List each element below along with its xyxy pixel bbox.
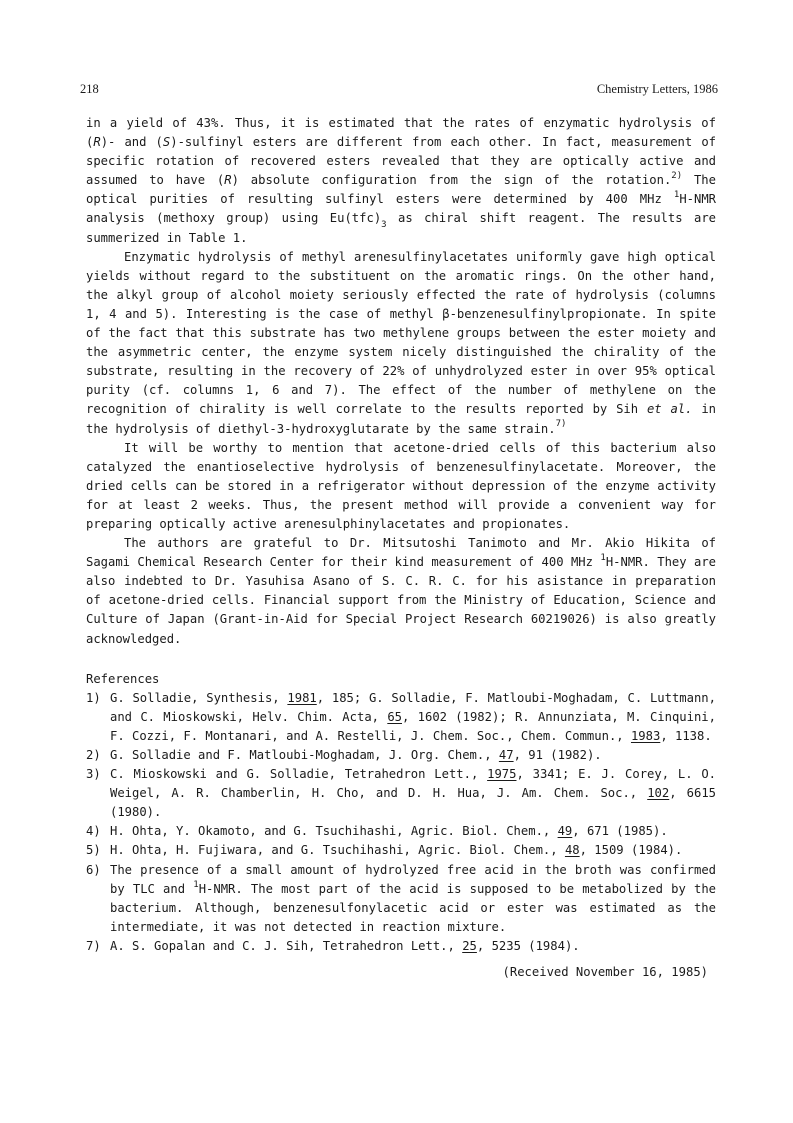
text-run: in a yield of 43%. Thus, it is estimated that the rates of enzymatic hydrolysis of (: [86, 116, 716, 150]
et-al: et al.: [646, 402, 693, 417]
reference-item: [86, 822, 716, 841]
config-r: R: [93, 135, 101, 150]
reference-number: 5): [86, 843, 101, 858]
reference-number: 3): [86, 767, 101, 782]
reference-text: C. Mioskowski and G. Solladie, Tetrahedron Lett., 1975, 3341; E. J. Corey, L. O. Weigel, A. R. Chamberlin, H. Cho, and D. H. Hua, J. Am. Chem. Soc., 102, 6615 (1980).: [110, 767, 717, 820]
reference-number: 7): [86, 938, 101, 953]
reference-item: [86, 841, 716, 860]
page-number: 218: [80, 82, 99, 96]
text-run: H-NMR. They are also indebted to Dr. Yasuhisa Asano of S. C. R. C. for his asistance in preparation of acetone-dried cells. Financial support from the Ministry of Education, Science and Culture of Japan (Grant-in-Aid for Special Project Research 60219026) is also greatly acknowledged.: [86, 555, 717, 646]
paragraph-results: [86, 114, 716, 248]
text-run: Enzymatic hydrolysis of methyl arenesulfinylacetates uniformly gave high optical yields without regard to the substituent on the aromatic rings. On the other hand, the alkyl group of alcohol moiety seriously effected the rate of hydrolysis (columns 1, 4 and 5). Interesting is the case of methyl β-benzenesulfinylpropionate. In spite of the fact that this substrate has two methylene groups between the ester moiety and the asymmetric center, the enzyme system nicely distinguished the chirality of the substrate, resulting in the recovery of 22% of unhydrolyzed ester in over 95% optical purity (cf. columns 1, 6 and 7). The effect of the number of methylene on the recognition of chirality is well correlate to the results reported by Sih: [86, 249, 716, 417]
text-run: H-NMR analysis (methoxy group) using Eu(tfc): [86, 192, 716, 226]
config-s: S: [162, 135, 171, 150]
article-body: [86, 114, 716, 982]
reference-text: The presence of a small amount of hydrolyzed free acid in the broth was confirmed by TLC and $^1$H-NMR. The most part of the acid is supposed to be metabolized by the bacterium. Although, benzenesulfonylacetic acid or ester was estimated as the intermediate, it was not detected in reaction mixture.: [110, 862, 716, 934]
paragraph-dried-cells: It will be worthy to mention that acetone-dried cells of this bacterium also catalyzed the enantioselective hydrolysis of benzenesulfinylacetate. Moreover, the dried cells can be stored in a refrigerator without depression of the enzyme activity for at least 2 weeks. Thus, the present method will provide a convenient way for preparing optically active arenesulphinylacetates and propionates.: [86, 440, 716, 531]
reference-number: 6): [86, 862, 101, 877]
superscript-1: 1: [600, 553, 606, 564]
reference-text: A. S. Gopalan and C. J. Sih, Tetrahedron Lett., 25, 5235 (1984).: [110, 938, 580, 953]
text-run: )-sulfinyl esters are different from each other. In fact, measurement of specific rotation of recovered esters revealed that they are optically active and assumed to have (: [86, 135, 716, 188]
citation-7: 7): [555, 419, 567, 430]
reference-item: [86, 937, 716, 956]
reference-number: 1): [86, 690, 101, 705]
subscript-3: 3: [381, 219, 387, 230]
citation-2: 2): [671, 171, 683, 182]
reference-item: [86, 689, 716, 746]
reference-item: [86, 861, 716, 937]
paragraph-acknowledgement: [86, 534, 716, 649]
text-run: The optical purities of resulting sulfinyl esters were determined by 400 MHz: [86, 173, 716, 207]
journal-running-head: Chemistry Letters, 1986: [596, 82, 718, 96]
reference-text: H. Ohta, H. Fujiwara, and G. Tsuchihashi, Agric. Biol. Chem., 48, 1509 (1984).: [110, 843, 683, 858]
superscript-1: 1: [673, 190, 680, 201]
reference-text: G. Solladie, Synthesis, 1981, 185; G. Solladie, F. Matloubi-Moghadam, C. Luttmann, and C. Mioskowski, Helv. Chim. Acta, 65, 1602 (1982); R. Annunziata, M. Cinquini, F. Cozzi, F. Montanari, and A. Restelli, J. Chem. Soc., Chem. Commun., 1983, 1138.: [110, 690, 716, 743]
reference-number: 4): [86, 824, 101, 839]
config-r: R: [224, 173, 232, 188]
reference-number: 2): [86, 748, 101, 762]
reference-text: H. Ohta, Y. Okamoto, and G. Tsuchihashi, Agric. Biol. Chem., 49, 671 (1985).: [110, 824, 668, 839]
received-date: (Received November 16, 1985): [502, 965, 708, 980]
reference-text: G. Solladie and F. Matloubi-Moghadam, J. Org. Chem., 47, 91 (1982).: [110, 748, 602, 762]
paragraph-discussion: [86, 248, 716, 439]
reference-item: [86, 746, 716, 765]
text-run: in the hydrolysis of diethyl-3-hydroxyglutarate by the same strain.: [86, 402, 716, 436]
text-run: ) absolute configuration from the sign of the rotation.: [231, 173, 672, 188]
references-heading: References: [86, 671, 160, 686]
text-run: The authors are grateful to Dr. Mitsutoshi Tanimoto and Mr. Akio Hikita of Sagami Chemical Research Center for their kind measurement of 400 MHz: [86, 536, 716, 570]
text-run: )- and (: [100, 135, 163, 150]
reference-item: [86, 765, 716, 822]
text-run: as chiral shift reagent. The results are summerized in Table 1.: [86, 211, 716, 245]
